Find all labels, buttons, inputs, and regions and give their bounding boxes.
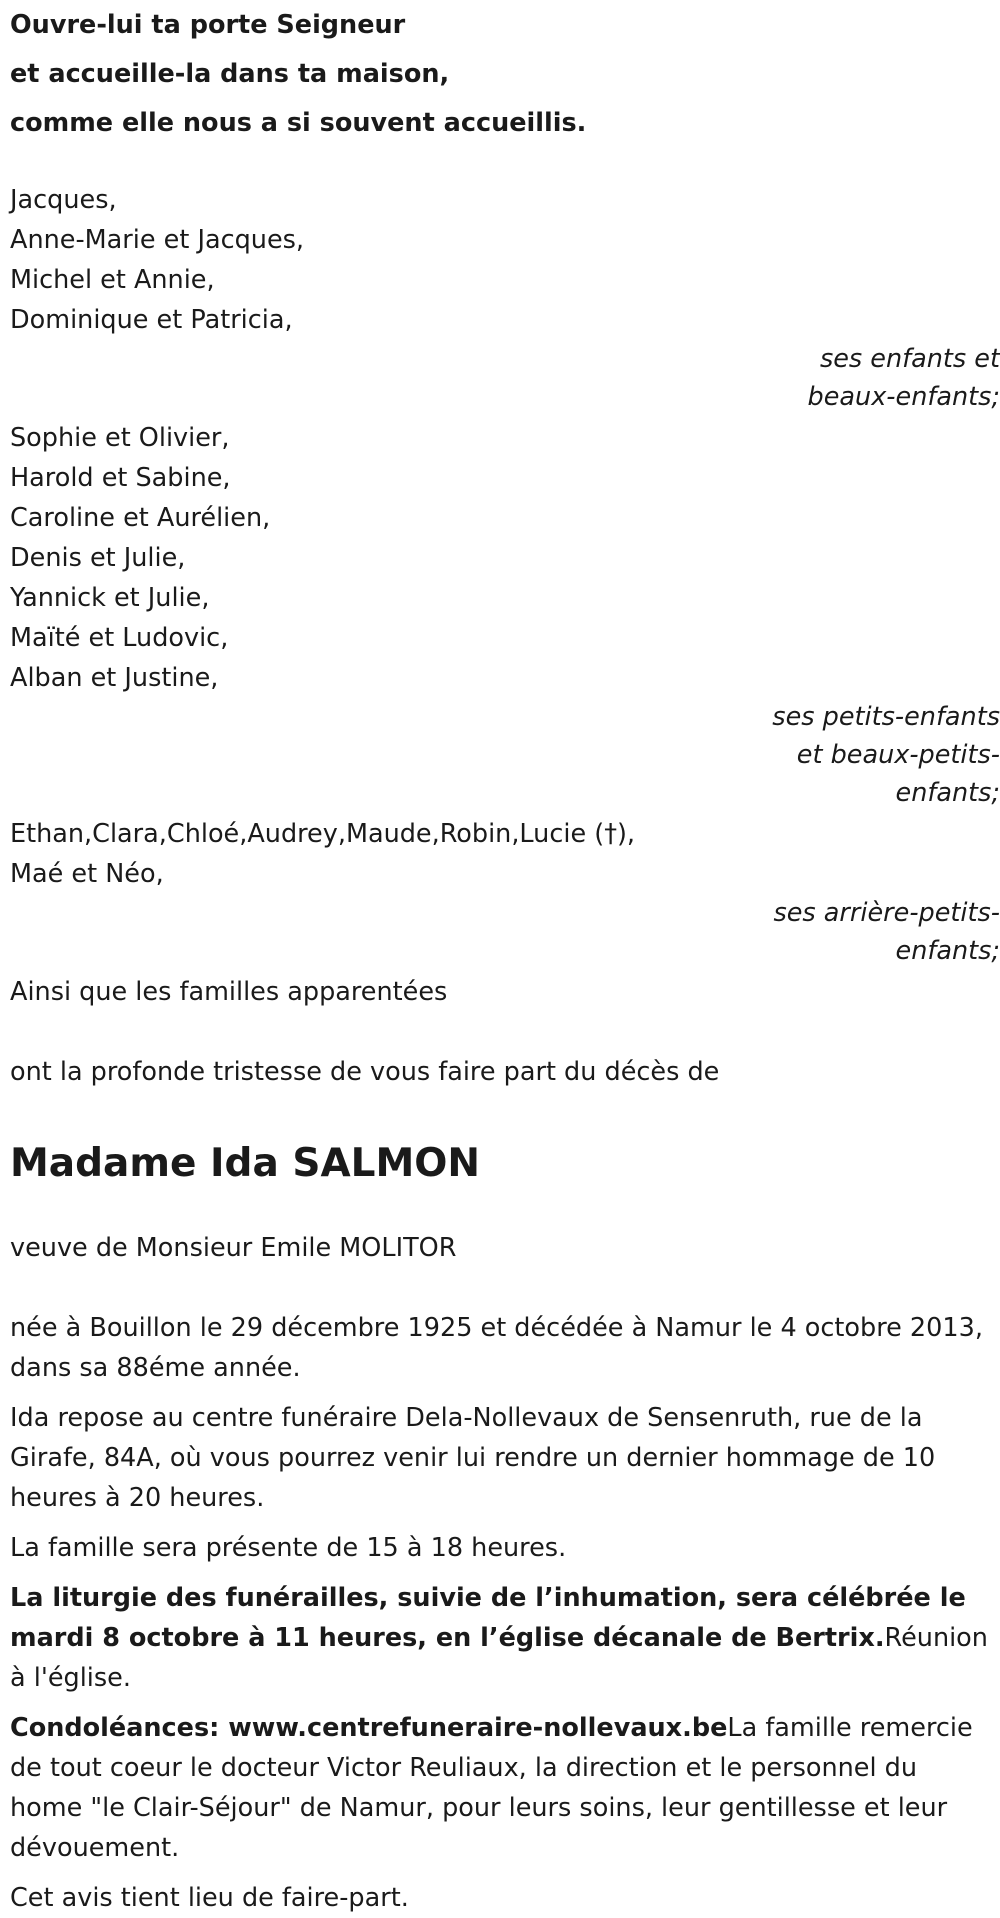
families-line: Ainsi que les familles apparentées — [10, 977, 448, 1007]
role-line: beaux-enfants; — [807, 382, 1000, 412]
role-line: ses arrière-petits- — [773, 898, 1000, 928]
announcement-line: ont la profonde tristesse de vous faire part du décès de — [10, 1057, 720, 1087]
condolences-normal: La famille remercie de tout coeur le docteur Victor Reuliaux, la direction et le personnel du home "le Clair-Séjour" de Namur, pour leurs soins, leur gentillesse et leur dévouement. — [10, 1713, 973, 1863]
family-name-line: Harold et Sabine, — [10, 463, 231, 493]
opening-verse — [10, 0, 990, 148]
birth-death-text: née à Bouillon le 29 décembre 1925 et décédée à Namur le 4 octobre 2013, dans sa 88éme année. — [10, 1313, 983, 1383]
family-name-line: Maïté et Ludovic, — [10, 623, 229, 653]
role-line: enfants; — [895, 936, 1000, 966]
family-name-line: Ethan,Clara,Chloé,Audrey,Maude,Robin,Lucie (†), — [10, 819, 635, 849]
family-name-line: Dominique et Patricia, — [10, 305, 293, 335]
condolences-text — [10, 1708, 990, 1868]
family-name-line: Maé et Néo, — [10, 859, 164, 889]
deceased-name: Madame Ida SALMON — [10, 1141, 481, 1186]
family-name-line: Caroline et Aurélien, — [10, 503, 271, 533]
family-name-line: Jacques, — [10, 185, 117, 215]
grandchildren-names — [10, 418, 990, 698]
great-grandchildren-names — [10, 814, 990, 894]
rest-place-text: Ida repose au centre funéraire Dela-Nollevaux de Sensenruth, rue de la Girafe, 84A, où vous pourrez venir lui rendre un dernier hommage de 10 heures à 20 heures. — [10, 1403, 936, 1513]
verse-line: Ouvre-lui ta porte Seigneur — [10, 10, 406, 40]
liturgy-text — [10, 1578, 990, 1698]
family-name-line: Alban et Justine, — [10, 663, 219, 693]
role-line: et beaux-petits- — [796, 740, 1000, 770]
family-name-line: Michel et Annie, — [10, 265, 215, 295]
family-name-line: Denis et Julie, — [10, 543, 186, 573]
verse-line: et accueille-la dans ta maison, — [10, 59, 450, 89]
role-line: enfants; — [895, 778, 1000, 808]
closing-text: Cet avis tient lieu de faire-part. — [10, 1883, 409, 1913]
grandchildren-role — [10, 698, 1000, 812]
family-list — [10, 180, 1000, 1918]
family-name-line: Sophie et Olivier, — [10, 423, 230, 453]
condolences-bold: Condoléances: www.centrefuneraire-nollevaux.be — [10, 1713, 728, 1743]
role-line: ses petits-enfants — [772, 702, 1000, 732]
family-name-line: Yannick et Julie, — [10, 583, 210, 613]
children-role — [10, 340, 1000, 416]
liturgy-bold: La liturgie des funérailles, suivie de l’inhumation, sera célébrée le mardi 8 octobre à 11 heures, en l’église décanale de Bertrix. — [10, 1583, 966, 1653]
children-names — [10, 180, 990, 340]
family-name-line: Anne-Marie et Jacques, — [10, 225, 305, 255]
family-presence-text: La famille sera présente de 15 à 18 heures. — [10, 1533, 567, 1563]
role-line: ses enfants et — [819, 344, 1000, 374]
widow-line: veuve de Monsieur Emile MOLITOR — [10, 1233, 457, 1263]
liturgy-normal: Réunion à l'église. — [10, 1623, 988, 1693]
great-grandchildren-role — [10, 894, 1000, 970]
verse-line: comme elle nous a si souvent accueillis. — [10, 108, 587, 138]
